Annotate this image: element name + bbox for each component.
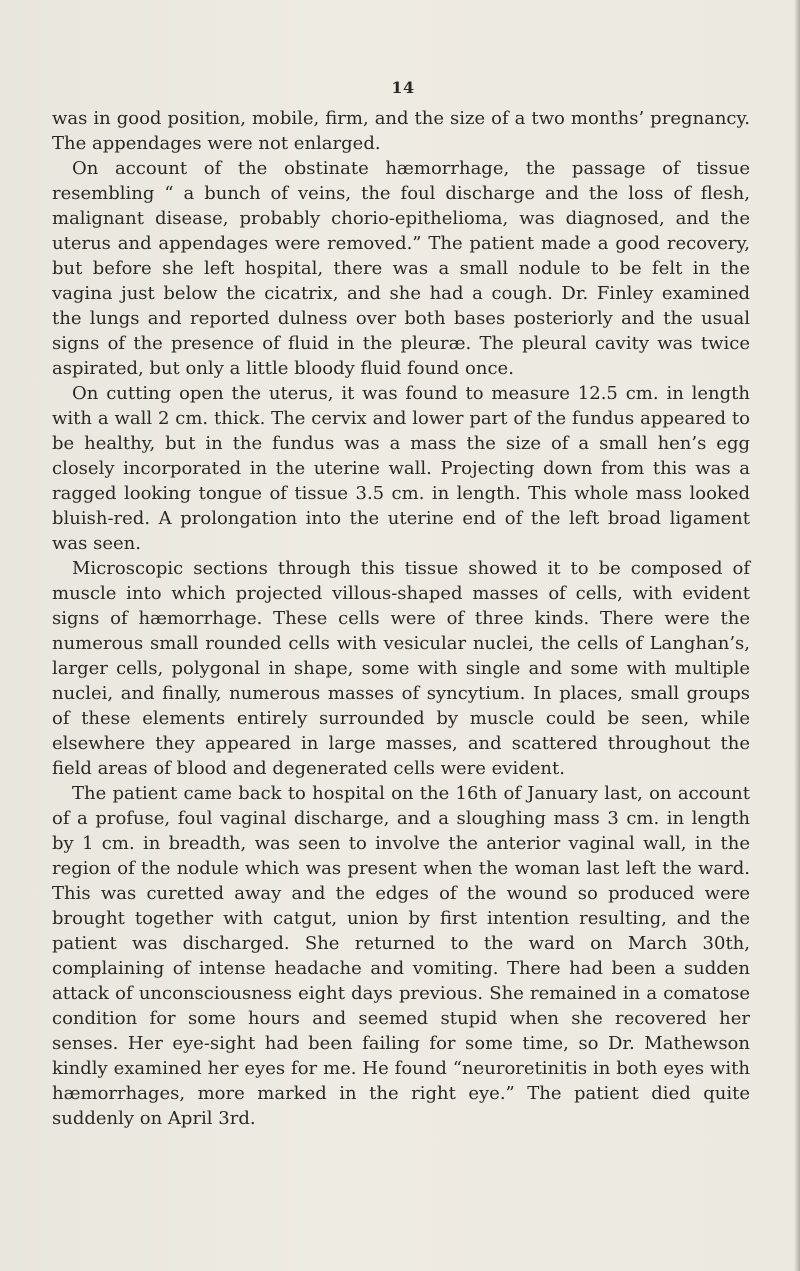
paragraph-return-and-death: The patient came back to hospital on the 16th of January last, on account of a profuse, foul vaginal discharge, and a sloughing mass 3 cm. in length by 1 cm. in breadth, was seen to involve the anterior vaginal wall, in the region of the nodule which was present when the woman last left the ward. This was curetted away and the edges of the wound so produced were brought together with catgut, union by first intention resulting, and the patient was discharged. She returned to the ward on March 30th, complaining of intense headache and vomiting. There had been a sudden attack of unconsciousness eight days previous. She remained in a comatose condition for some hours and seemed stupid when she recovered her senses. Her eye-sight had been failing for some time, so Dr. Mathewson kindly examined her eyes for me. He found “neuroretinitis in both eyes with hæmorrhages, more marked in the right eye.” The patient died quite suddenly on April 3rd.	[52, 783, 750, 1129]
paragraph-diagnosis: On account of the obstinate hæmorrhage, the passage of tissue resembling “ a bunch of veins, the foul discharge and the loss of flesh, malignant disease, probably chorio-epithelioma, was diagnosed, and the uterus and appendages were removed.” The patient made a good recovery, but before she left hospital, there was a small nodule to be felt in the vagina just below the cicatrix, and she had a cough. Dr. Finley examined the lungs and reported dulness over both bases posteriorly and the usual signs of the presence of fluid in the pleuræ. The pleural cavity was twice aspirated, but only a little bloody fluid found once.	[52, 158, 750, 379]
paragraph-uterus-findings: On cutting open the uterus, it was found to measure 12.5 cm. in length with a wall 2 cm. thick. The cervix and lower part of the fundus appeared to be healthy, but in the fundus was a mass the size of a small hen’s egg closely incorporated in the uterine wall. Projecting down from this was a ragged looking tongue of tissue 3.5 cm. in length. This whole mass looked bluish-red. A prolongation into the uterine end of the left broad ligament was seen.	[52, 383, 750, 554]
page-edge-shadow	[794, 0, 800, 1271]
body-text	[52, 106, 750, 1131]
paragraph-microscopy: Microscopic sections through this tissue showed it to be composed of muscle into which projected villous-shaped masses of cells, with evident signs of hæmorrhage. These cells were of three kinds. There were the numerous small rounded cells with vesicular nuclei, the cells of Langhan’s, larger cells, polygonal in shape, some with single and some with multiple nuclei, and finally, numerous masses of syncytium. In places, small groups of these elements entirely surrounded by muscle could be seen, while elsewhere they appeared in large masses, and scattered throughout the field areas of blood and degenerated cells were evident.	[52, 558, 750, 779]
paragraph-continuation: was in good position, mobile, firm, and the size of a two months’ pregnancy. The appendages were not enlarged.	[52, 108, 750, 154]
page-number: 14	[391, 78, 415, 97]
